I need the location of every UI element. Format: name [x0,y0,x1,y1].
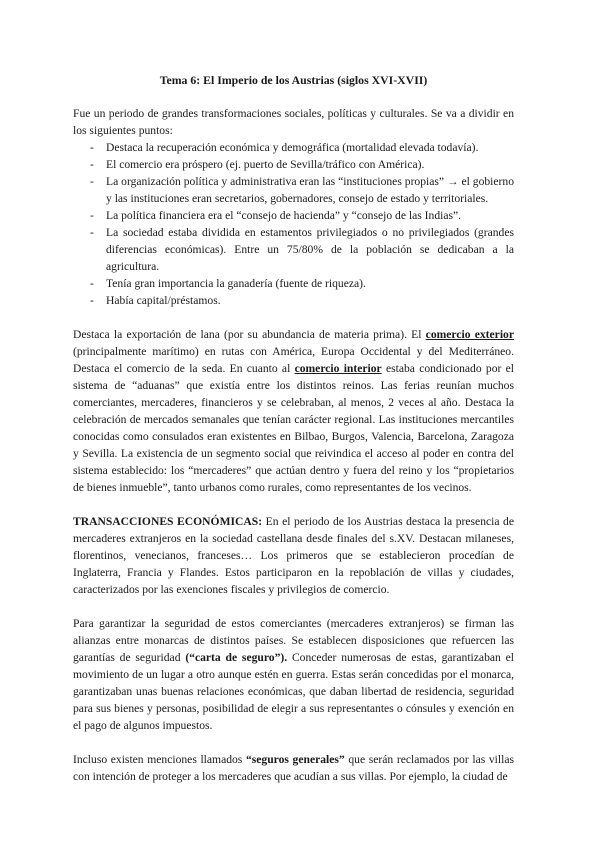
list-item [73,224,514,275]
list-item-text: La organización política y administrativa eran las “instituciones propias” → el gobierno y las instituciones eran secretarios, gobernadores, consejo de estado y territoriales. [106,175,514,205]
seguros-paragraph [73,751,514,785]
points-list [73,139,514,309]
seguros-generales-keyword: “seguros generales” [245,753,345,766]
commerce-text-3: estaba condicionado por el sistema de “aduanas” que existía entre los distintos reinos. Las ferias reunían muchos comerciantes, mercaderes, financieros y se celebraban, al menos, 2 veces al año. Destaca la celebración de mercados semanales que tenían carácter regional. Las instituciones mercantiles conocidas como consulados eran existentes en Bilbao, Burgos, Valencia, Barcelona, Zaragoza y Sevilla. La existencia de un segmento social que reivindica el acceso al poder en contra del sistema establecido: los “mercaderes” que actúan dentro y fuera del reino y los “propietarios de bienes inmueble”, tanto urbanos como rurales, como representantes de los vecinos. [73,362,515,494]
list-item-text: Tenía gran importancia la ganadería (fuente de riqueza). [106,277,366,290]
paragraph-spacer [73,734,514,751]
bullet-dash: - [90,294,94,307]
list-item [73,275,514,292]
bullet-dash: - [90,226,94,239]
carta-de-seguro-keyword: (“carta de seguro”). [185,651,288,664]
paragraph-spacer [73,309,514,326]
security-text-1: Para garantizar la seguridad de estos comerciantes (mercaderes extranjeros) se firman las alianzas entre monarcas de distintos países. Se establecen disposiciones que refuercen las garantías de seguridad [73,617,514,664]
seguros-text-2: que serán reclamados por las villas con intención de proteger a los mercaderes que acudían a sus villas. Por ejemplo, la ciudad de [73,753,514,783]
list-item [73,173,514,207]
list-item-text: Destaca la recuperación económica y demográfica (mortalidad elevada todavía). [106,141,479,154]
bullet-dash: - [90,277,94,290]
commerce-text-1: Destaca la exportación de lana (por su abundancia de materia prima). El [73,328,426,341]
bullet-dash: - [90,209,94,222]
bullet-dash: - [90,175,94,188]
list-item-text: El comercio era próspero (ej. puerto de Sevilla/tráfico con América). [106,158,425,171]
list-item-text: La política financiera era el “consejo de hacienda” y “consejo de las Indias”. [106,209,462,222]
paragraph-spacer [73,598,514,615]
list-item-text: Había capital/préstamos. [106,294,221,307]
commerce-text-2: (principalmente marítimo) en rutas con América, Europa Occidental y del Mediterráneo. Destaca el comercio de la seda. En cuanto al [73,345,514,375]
intro-paragraph: Fue un periodo de grandes transformaciones sociales, políticas y culturales. Se va a dividir en los siguientes puntos: [73,107,514,137]
bullet-dash: - [90,158,94,171]
security-text-2: Conceder numerosas de estas, garantizaban el movimiento de un lugar a otro aunque estén en guerra. Estas serán concedidas por el monarca, garantizaban unas buenas relaciones económicas, que daban libertad de residencia, seguridad para sus bienes y personas, posibilidad de elegir a sus representantes o cónsules y exención en el pago de algunos impuestos. [73,651,514,732]
comercio-interior-keyword: comercio interior [294,362,382,375]
transactions-paragraph [73,513,514,598]
page-title: Tema 6: El Imperio de los Austrias (siglos XVI-XVII) [159,73,428,87]
seguros-text-1: Incluso existen menciones llamados [73,753,246,766]
commerce-paragraph [73,326,514,496]
list-item [73,292,514,309]
transactions-heading: TRANSACCIONES ECONÓMICAS: [73,515,263,528]
list-item [73,156,514,173]
bullet-dash: - [90,141,94,154]
comercio-exterior-keyword: comercio exterior [425,328,514,341]
list-item [73,207,514,224]
paragraph-spacer [73,496,514,513]
list-item [73,139,514,156]
list-item-text: La sociedad estaba dividida en estamentos privilegiados o no privilegiados (grandes diferencias económicas). Entre un 75/80% de la población se dedicaban a la agricultura. [106,226,514,273]
transactions-text: En el periodo de los Austrias destaca la presencia de mercaderes extranjeros en la sociedad castellana desde finales del s.XV. Destacan milaneses, florentinos, venecianos, franceses… Los primeros que se establecieron procedían de Inglaterra, Francia y Flandes. Estos participaron en la repoblación de villas y ciudades, caracterizados por las exenciones fiscales y privilegios de comercio. [73,515,514,596]
security-paragraph [73,615,514,734]
